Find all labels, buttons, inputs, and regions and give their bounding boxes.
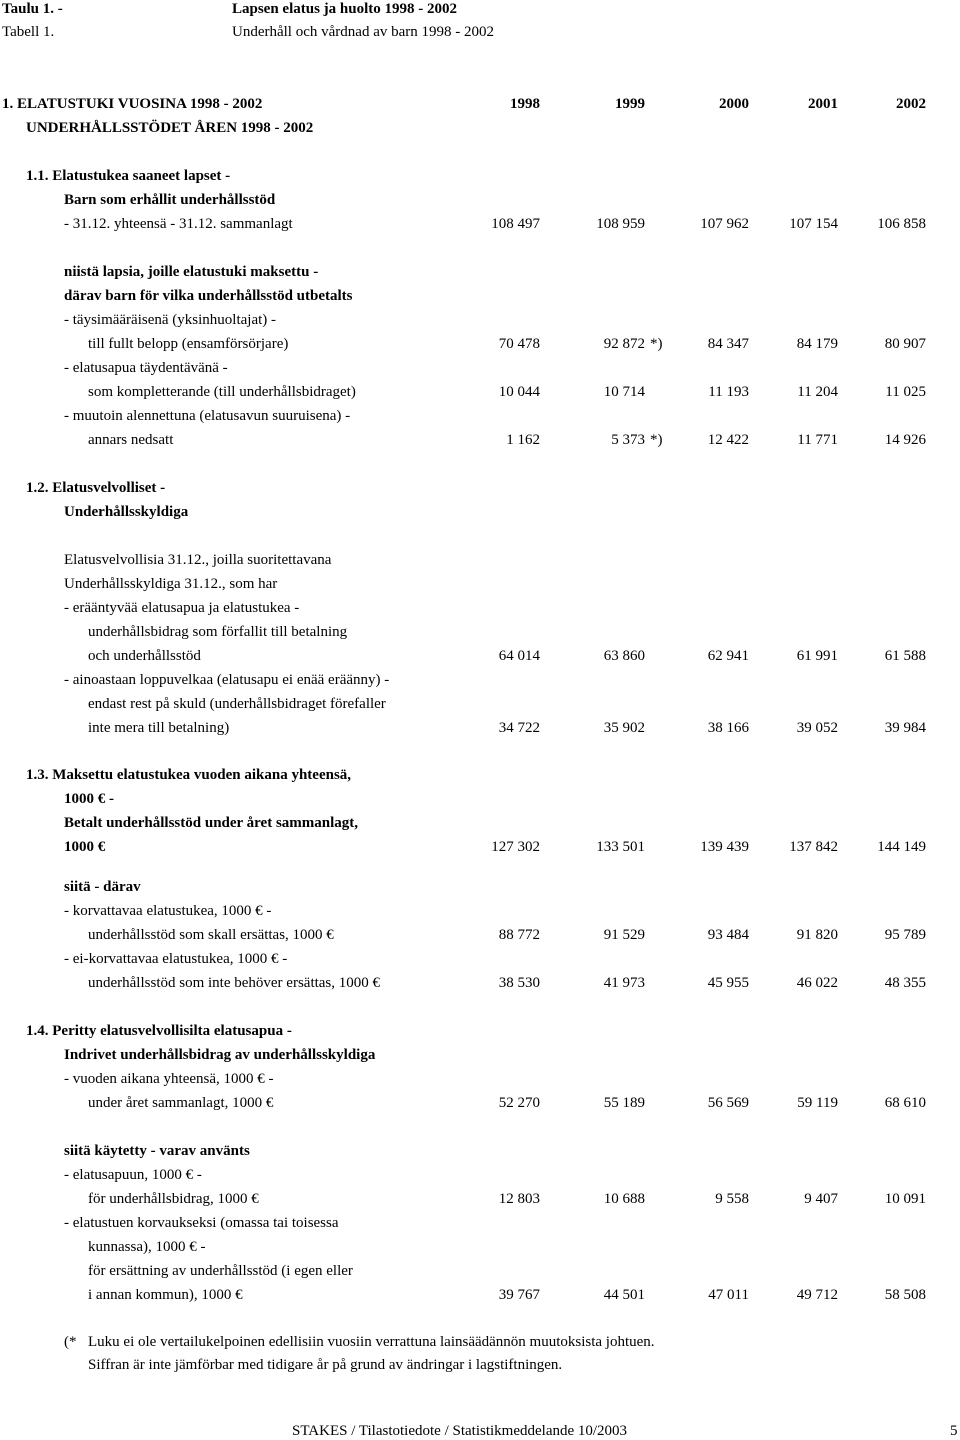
row-label: - täysimääräisenä (yksinhuoltajat) - <box>64 312 277 328</box>
cell-2001: 46 022 <box>796 975 838 991</box>
cell-2000: 12 422 <box>707 432 749 448</box>
row-label: Elatusvelvollisia 31.12., joilla suoritettavana <box>64 552 332 568</box>
table-number-fi: Taulu 1. - <box>2 1 63 17</box>
page-number: 5 <box>950 1423 958 1439</box>
footnote-sv: Siffran är inte jämförbar med tidigare år på grund av ändringar i lagstiftningen. <box>88 1357 563 1373</box>
row-label: - ei-korvattavaa elatustukea, 1000 € - <box>64 951 288 967</box>
row-label: - elatusapua täydentävänä - <box>64 360 228 376</box>
row-label: underhållsbidrag som förfallit till betalning <box>88 624 348 640</box>
row-label: - elatusapuun, 1000 € - <box>64 1167 202 1183</box>
row-label: siitä käytetty - varav använts <box>64 1143 250 1159</box>
cell-1998: 52 270 <box>498 1095 540 1111</box>
footnote-fi: Luku ei ole vertailukelpoinen edellisiin vuosiin verrattuna lainsäädännön muutoksista johtuen. <box>88 1334 655 1350</box>
cell-1998: 39 767 <box>498 1287 540 1303</box>
cell-2001: 39 052 <box>796 720 838 736</box>
section-title-fi: 1. ELATUSTUKI VUOSINA 1998 - 2002 <box>2 96 263 112</box>
row-label: under året sammanlagt, 1000 € <box>88 1095 274 1111</box>
cell-1999: 44 501 <box>603 1287 645 1303</box>
cell-2001: 91 820 <box>796 927 838 943</box>
cell-2002: 95 789 <box>884 927 926 943</box>
cell-1999: 108 959 <box>596 216 645 232</box>
row-label: underhållsstöd som inte behöver ersättas, 1000 € <box>88 975 381 991</box>
row-label: till fullt belopp (ensamförsörjare) <box>88 336 289 352</box>
row-label: Indrivet underhållsbidrag av underhållsskyldiga <box>64 1047 376 1063</box>
year-header-1999: 1999 <box>615 96 645 112</box>
cell-2001: 49 712 <box>796 1287 838 1303</box>
cell-1999: 41 973 <box>603 975 645 991</box>
footnote-ref-marker: *) <box>650 336 663 352</box>
row-label: - erääntyvää elatusapua ja elatustukea - <box>64 600 300 616</box>
cell-2002: 58 508 <box>884 1287 926 1303</box>
row-label: Barn som erhållit underhållsstöd <box>64 192 276 208</box>
row-label: - korvattavaa elatustukea, 1000 € - <box>64 903 272 919</box>
cell-2001: 84 179 <box>796 336 838 352</box>
row-label: Underhållsskyldiga <box>64 504 189 520</box>
table-title-sv: Underhåll och vårdnad av barn 1998 - 2002 <box>232 24 495 40</box>
cell-2002: 80 907 <box>884 336 926 352</box>
row-label: Underhållsskyldiga 31.12., som har <box>64 576 278 592</box>
row-label: 1.3. Maksettu elatustukea vuoden aikana yhteensä, <box>26 767 352 783</box>
cell-2000: 38 166 <box>707 720 749 736</box>
section-title-sv: UNDERHÅLLSSTÖDET ÅREN 1998 - 2002 <box>26 120 314 136</box>
cell-1998: 34 722 <box>498 720 540 736</box>
cell-1998: 38 530 <box>498 975 540 991</box>
cell-2000: 84 347 <box>707 336 749 352</box>
footer-source: STAKES / Tilastotiedote / Statistikmeddelande 10/2003 <box>292 1423 628 1439</box>
cell-2001: 107 154 <box>789 216 838 232</box>
cell-2001: 11 204 <box>797 384 838 400</box>
cell-2000: 9 558 <box>715 1191 749 1207</box>
cell-2001: 11 771 <box>797 432 838 448</box>
year-header-2001: 2001 <box>808 96 838 112</box>
row-label: niistä lapsia, joille elatustuki maksettu - <box>64 264 319 280</box>
cell-2002: 106 858 <box>877 216 926 232</box>
cell-1999: 92 872 <box>603 336 645 352</box>
row-label: 1000 € <box>64 839 106 855</box>
cell-2002: 39 984 <box>884 720 926 736</box>
cell-1998: 127 302 <box>491 839 540 855</box>
cell-2002: 14 926 <box>884 432 926 448</box>
cell-2000: 45 955 <box>707 975 749 991</box>
row-label: underhållsstöd som skall ersättas, 1000 € <box>88 927 334 943</box>
cell-1999: 10 688 <box>603 1191 645 1207</box>
year-header-2000: 2000 <box>719 96 749 112</box>
cell-2002: 144 149 <box>877 839 926 855</box>
row-label: - muutoin alennettuna (elatusavun suuruisena) - <box>64 408 351 424</box>
cell-1998: 1 162 <box>506 432 540 448</box>
row-label: därav barn för vilka underhållsstöd utbetalts <box>64 288 353 304</box>
cell-2002: 68 610 <box>884 1095 926 1111</box>
row-label: för underhållsbidrag, 1000 € <box>88 1191 259 1207</box>
footnote-marker: (* <box>64 1334 77 1350</box>
row-label: - elatustuen korvaukseksi (omassa tai toisessa <box>64 1215 339 1231</box>
cell-2002: 48 355 <box>884 975 926 991</box>
row-label: - ainoastaan loppuvelkaa (elatusapu ei enää eräänny) - <box>64 672 390 688</box>
row-label: för ersättning av underhållsstöd (i egen eller <box>88 1263 353 1279</box>
cell-2000: 56 569 <box>707 1095 749 1111</box>
row-label: - 31.12. yhteensä - 31.12. sammanlagt <box>64 216 293 232</box>
cell-2000: 93 484 <box>707 927 749 943</box>
table-number-sv: Tabell 1. <box>2 24 55 40</box>
row-label: - vuoden aikana yhteensä, 1000 € - <box>64 1071 274 1087</box>
cell-2000: 139 439 <box>700 839 749 855</box>
cell-1999: 35 902 <box>603 720 645 736</box>
cell-2001: 9 407 <box>804 1191 838 1207</box>
cell-1998: 10 044 <box>498 384 540 400</box>
cell-1998: 64 014 <box>498 648 540 664</box>
row-label: 1.1. Elatustukea saaneet lapset - <box>26 168 231 184</box>
footnote-ref-marker: *) <box>650 432 663 448</box>
cell-1999: 63 860 <box>603 648 645 664</box>
row-label: och underhållsstöd <box>88 648 201 664</box>
year-header-1998: 1998 <box>510 96 540 112</box>
row-label: inte mera till betalning) <box>88 720 230 736</box>
row-label: siitä - därav <box>64 879 141 895</box>
row-label: i annan kommun), 1000 € <box>88 1287 243 1303</box>
cell-2000: 47 011 <box>708 1287 749 1303</box>
cell-1998: 108 497 <box>491 216 540 232</box>
year-header-2002: 2002 <box>896 96 926 112</box>
cell-2002: 11 025 <box>885 384 926 400</box>
row-label: endast rest på skuld (underhållsbidraget förefaller <box>88 696 386 712</box>
table-title-fi: Lapsen elatus ja huolto 1998 - 2002 <box>232 1 458 17</box>
cell-1999: 10 714 <box>603 384 645 400</box>
row-label: 1.4. Peritty elatusvelvollisilta elatusapua - <box>26 1023 292 1039</box>
cell-1999: 91 529 <box>603 927 645 943</box>
cell-2001: 137 842 <box>789 839 838 855</box>
row-label: annars nedsatt <box>88 432 174 448</box>
row-label: 1.2. Elatusvelvolliset - <box>26 480 166 496</box>
cell-1998: 70 478 <box>498 336 540 352</box>
cell-2000: 62 941 <box>707 648 749 664</box>
row-label: som kompletterande (till underhållsbidraget) <box>88 384 356 400</box>
cell-1999: 55 189 <box>603 1095 645 1111</box>
cell-2000: 107 962 <box>700 216 749 232</box>
cell-2000: 11 193 <box>708 384 749 400</box>
row-label: kunnassa), 1000 € - <box>88 1239 206 1255</box>
row-label: Betalt underhållsstöd under året sammanlagt, <box>64 815 359 831</box>
cell-2001: 59 119 <box>797 1095 838 1111</box>
cell-1999: 5 373 <box>611 432 645 448</box>
cell-2001: 61 991 <box>796 648 838 664</box>
cell-1998: 12 803 <box>498 1191 540 1207</box>
cell-2002: 10 091 <box>884 1191 926 1207</box>
row-label: 1000 € - <box>64 791 114 807</box>
cell-1998: 88 772 <box>498 927 540 943</box>
cell-1999: 133 501 <box>596 839 645 855</box>
cell-2002: 61 588 <box>884 648 926 664</box>
